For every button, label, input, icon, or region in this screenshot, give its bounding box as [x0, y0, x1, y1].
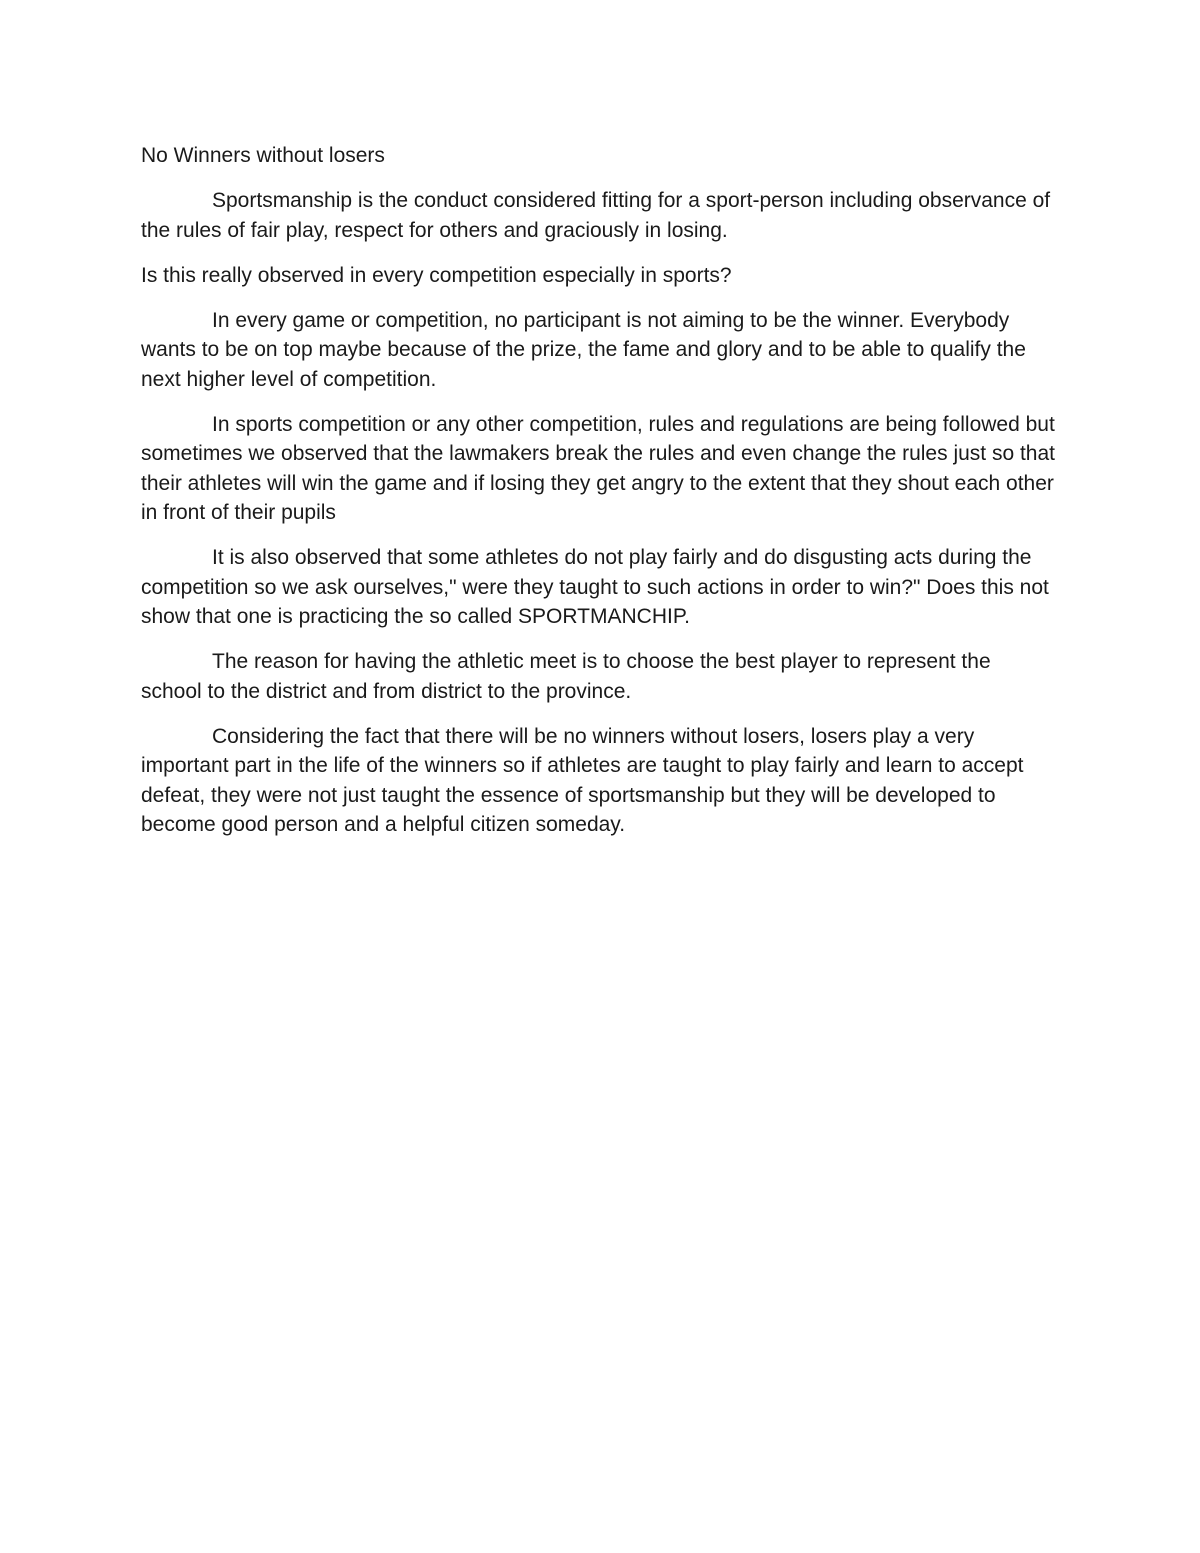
paragraph-winning: In every game or competition, no participant is not aiming to be the winner. Everybody wants to be on top maybe because of the prize, the fame and glory and to be able to qualify the next higher level of competition.	[141, 308, 1026, 391]
paragraph-fair-play: It is also observed that some athletes do not play fairly and do disgusting acts during the competition so we ask ourselves," were they taught to such actions in order to win?" Does this not show that one is practicing the so called SPORTMANCHIP.	[141, 546, 1049, 628]
paragraph-athletic-meet: The reason for having the athletic meet is to choose the best player to represent the school to the district and from district to the province.	[141, 650, 991, 703]
document-body	[141, 141, 1056, 855]
paragraph-question: Is this really observed in every competition especially in sports?	[141, 263, 732, 287]
paragraph-conclusion: Considering the fact that there will be no winners without losers, losers play a very important part in the life of the winners so if athletes are taught to play fairly and learn to accept defeat, they were not just taught the essence of sportsmanship but they will be developed to become good person and a helpful citizen someday.	[141, 724, 1024, 836]
paragraph-definition: Sportsmanship is the conduct considered fitting for a sport-person including observance of the rules of fair play, respect for others and graciously in losing.	[141, 189, 1051, 242]
document-title: No Winners without losers	[141, 144, 385, 167]
paragraph-rules: In sports competition or any other competition, rules and regulations are being followed but sometimes we observed that the lawmakers break the rules and even change the rules just so that their athletes will win the game and if losing they get angry to the extent that they shout each other in front of their pupils	[141, 412, 1055, 524]
